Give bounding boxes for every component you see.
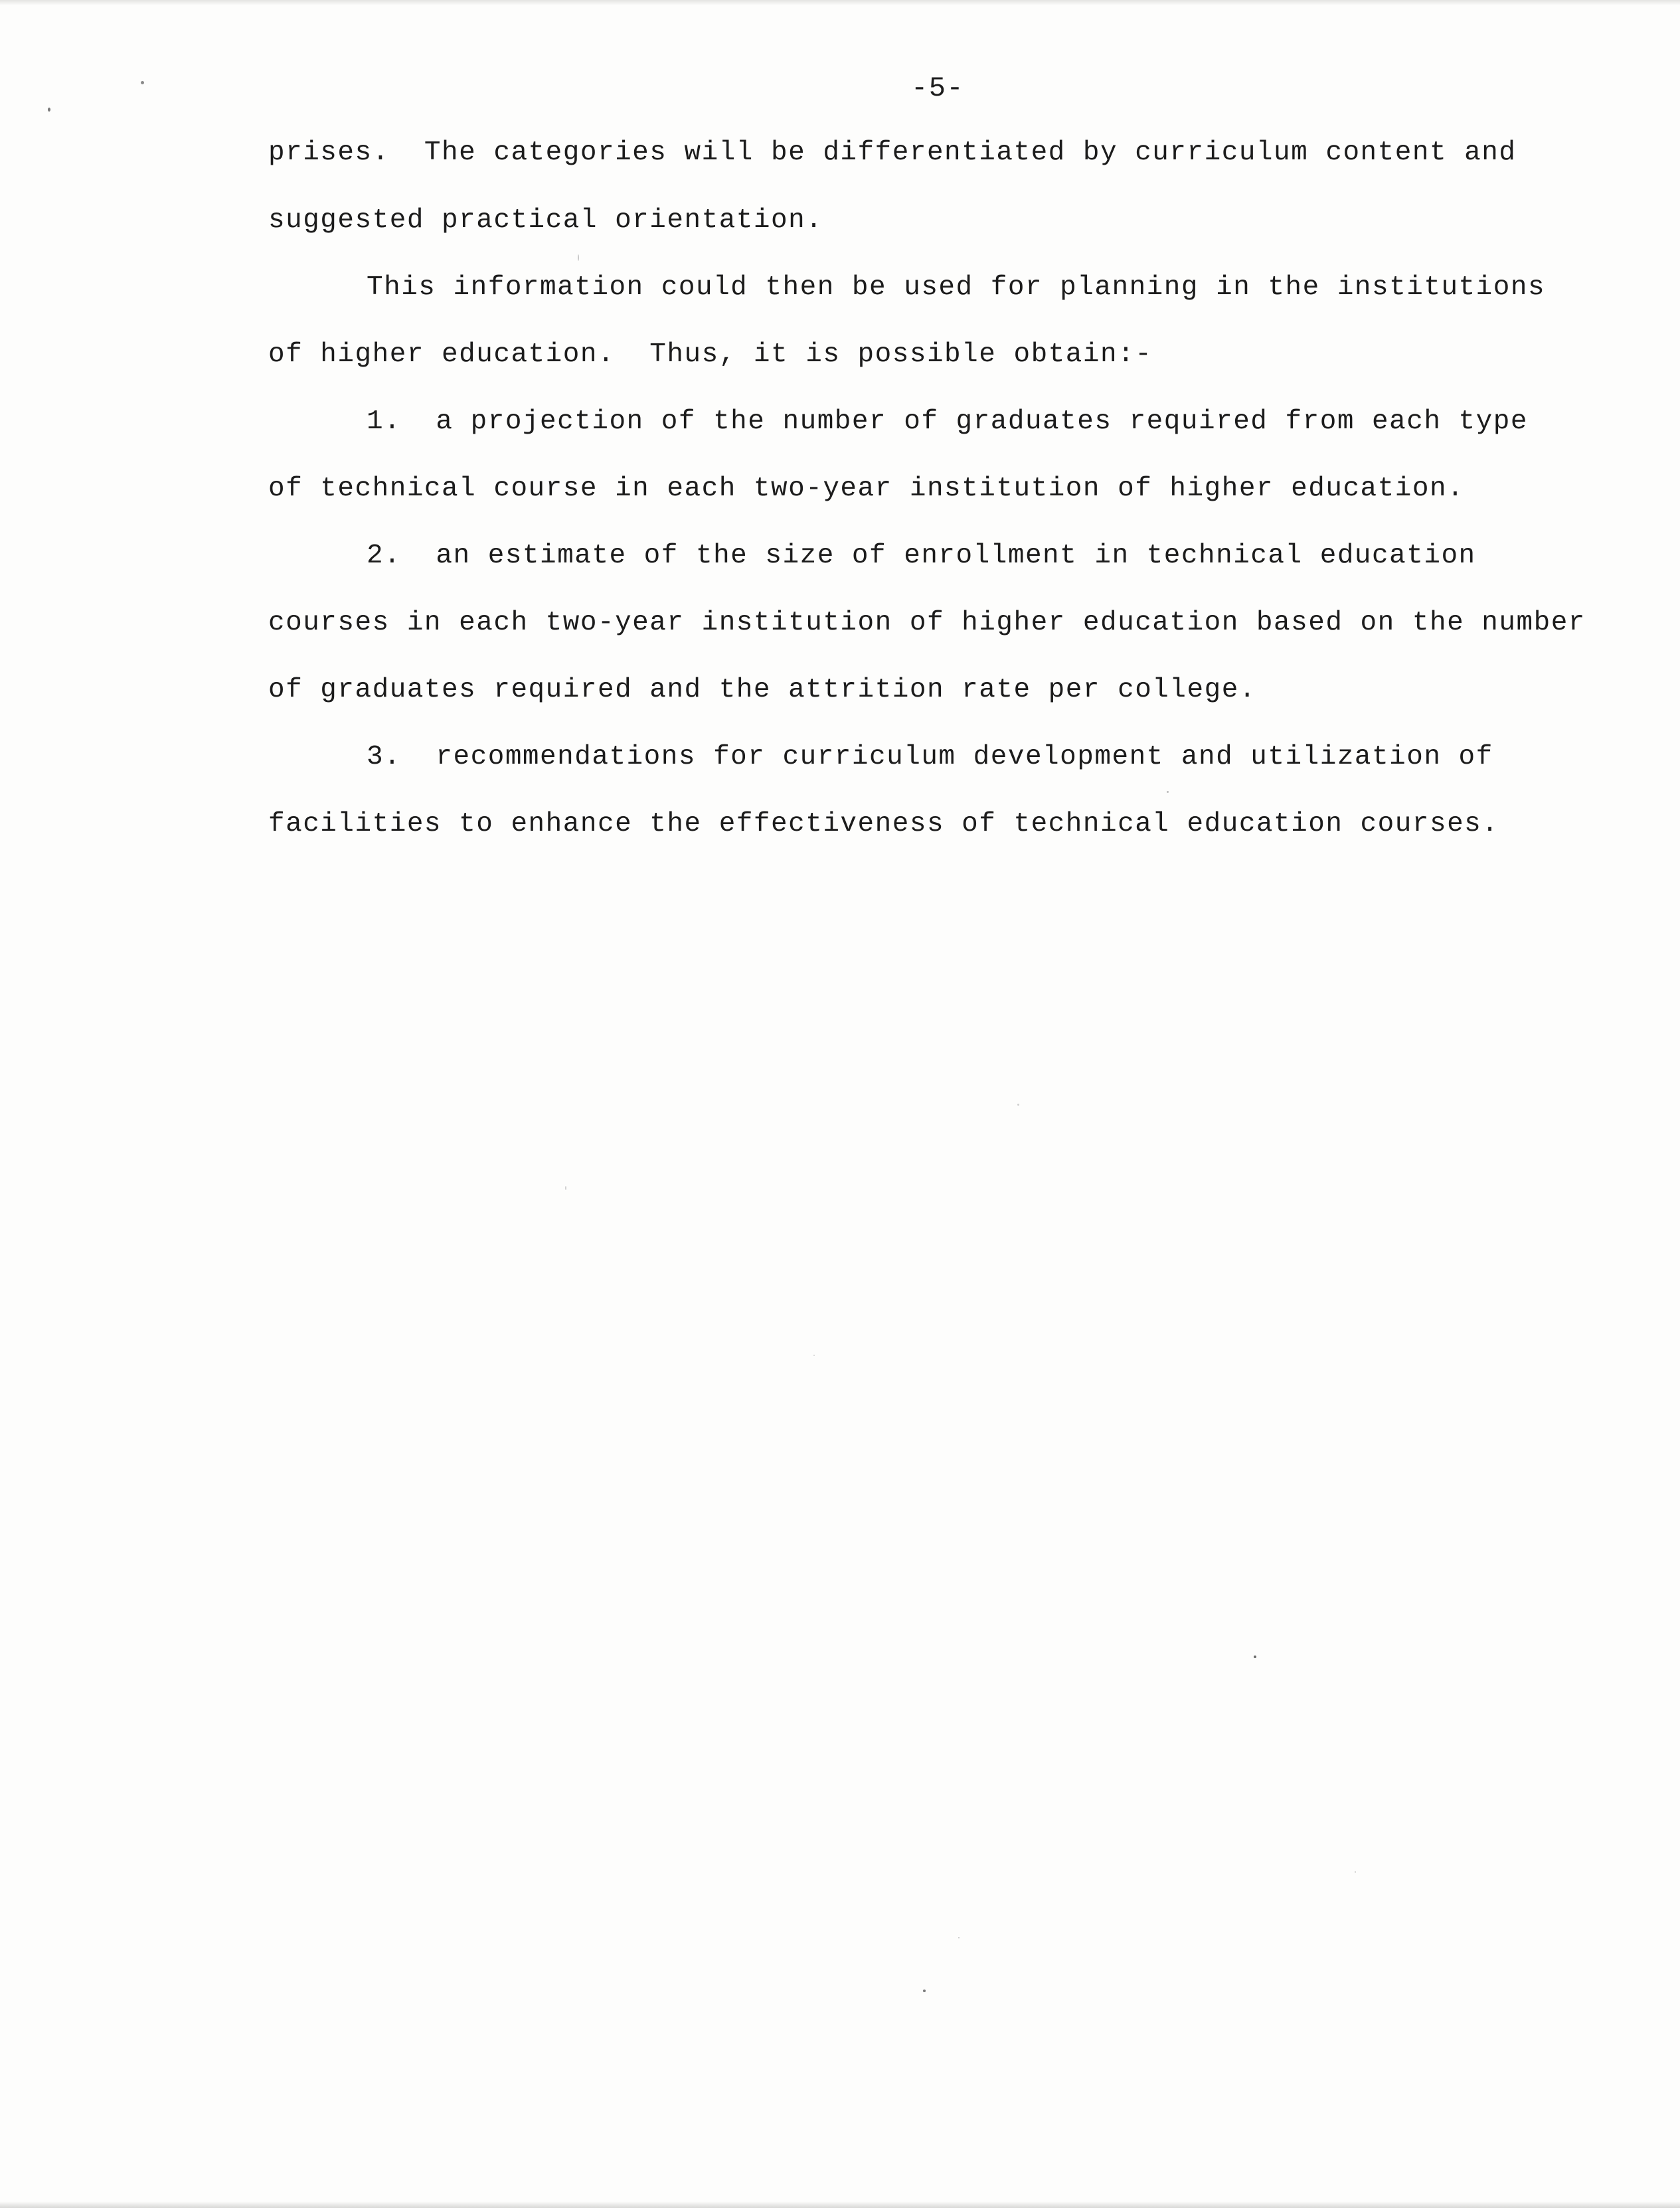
- scan-speck: [1167, 791, 1169, 793]
- list-item-2-continuation: courses in each two-year institution of higher education based on the number: [268, 608, 1586, 638]
- scan-speck: [565, 1186, 566, 1190]
- scan-speck: [958, 1937, 960, 1938]
- text-line: suggested practical orientation.: [268, 205, 823, 236]
- scan-speck: [1017, 1104, 1019, 1106]
- scan-speck: [923, 1990, 926, 1992]
- list-item-3-start: 3. recommendations for curriculum development and utilization of: [367, 742, 1493, 772]
- page-number: -5-: [911, 72, 965, 104]
- list-item-1-start: 1. a projection of the number of graduates required from each type: [367, 406, 1528, 437]
- scan-speck: [1355, 1871, 1356, 1873]
- scan-speck: [48, 108, 50, 112]
- paragraph-start-line: This information could then be used for planning in the institutions: [367, 272, 1546, 303]
- text-line: of higher education. Thus, it is possible obtain:-: [268, 339, 1153, 370]
- list-item-2-start: 2. an estimate of the size of enrollment in technical education: [367, 541, 1476, 571]
- list-item-2-continuation: of graduates required and the attrition rate per college.: [268, 675, 1256, 705]
- scan-edge-bottom: [0, 2201, 1680, 2208]
- scan-speck: [1254, 1656, 1256, 1658]
- scan-speck: [141, 81, 144, 84]
- list-item-1-continuation: of technical course in each two-year institution of higher education.: [268, 473, 1465, 504]
- scan-speck: [813, 1355, 815, 1356]
- text-line: prises. The categories will be differentiated by curriculum content and: [268, 137, 1517, 168]
- scan-speck: [578, 254, 579, 261]
- list-item-3-continuation: facilities to enhance the effectiveness of technical education courses.: [268, 809, 1499, 839]
- scan-edge-top: [0, 0, 1680, 5]
